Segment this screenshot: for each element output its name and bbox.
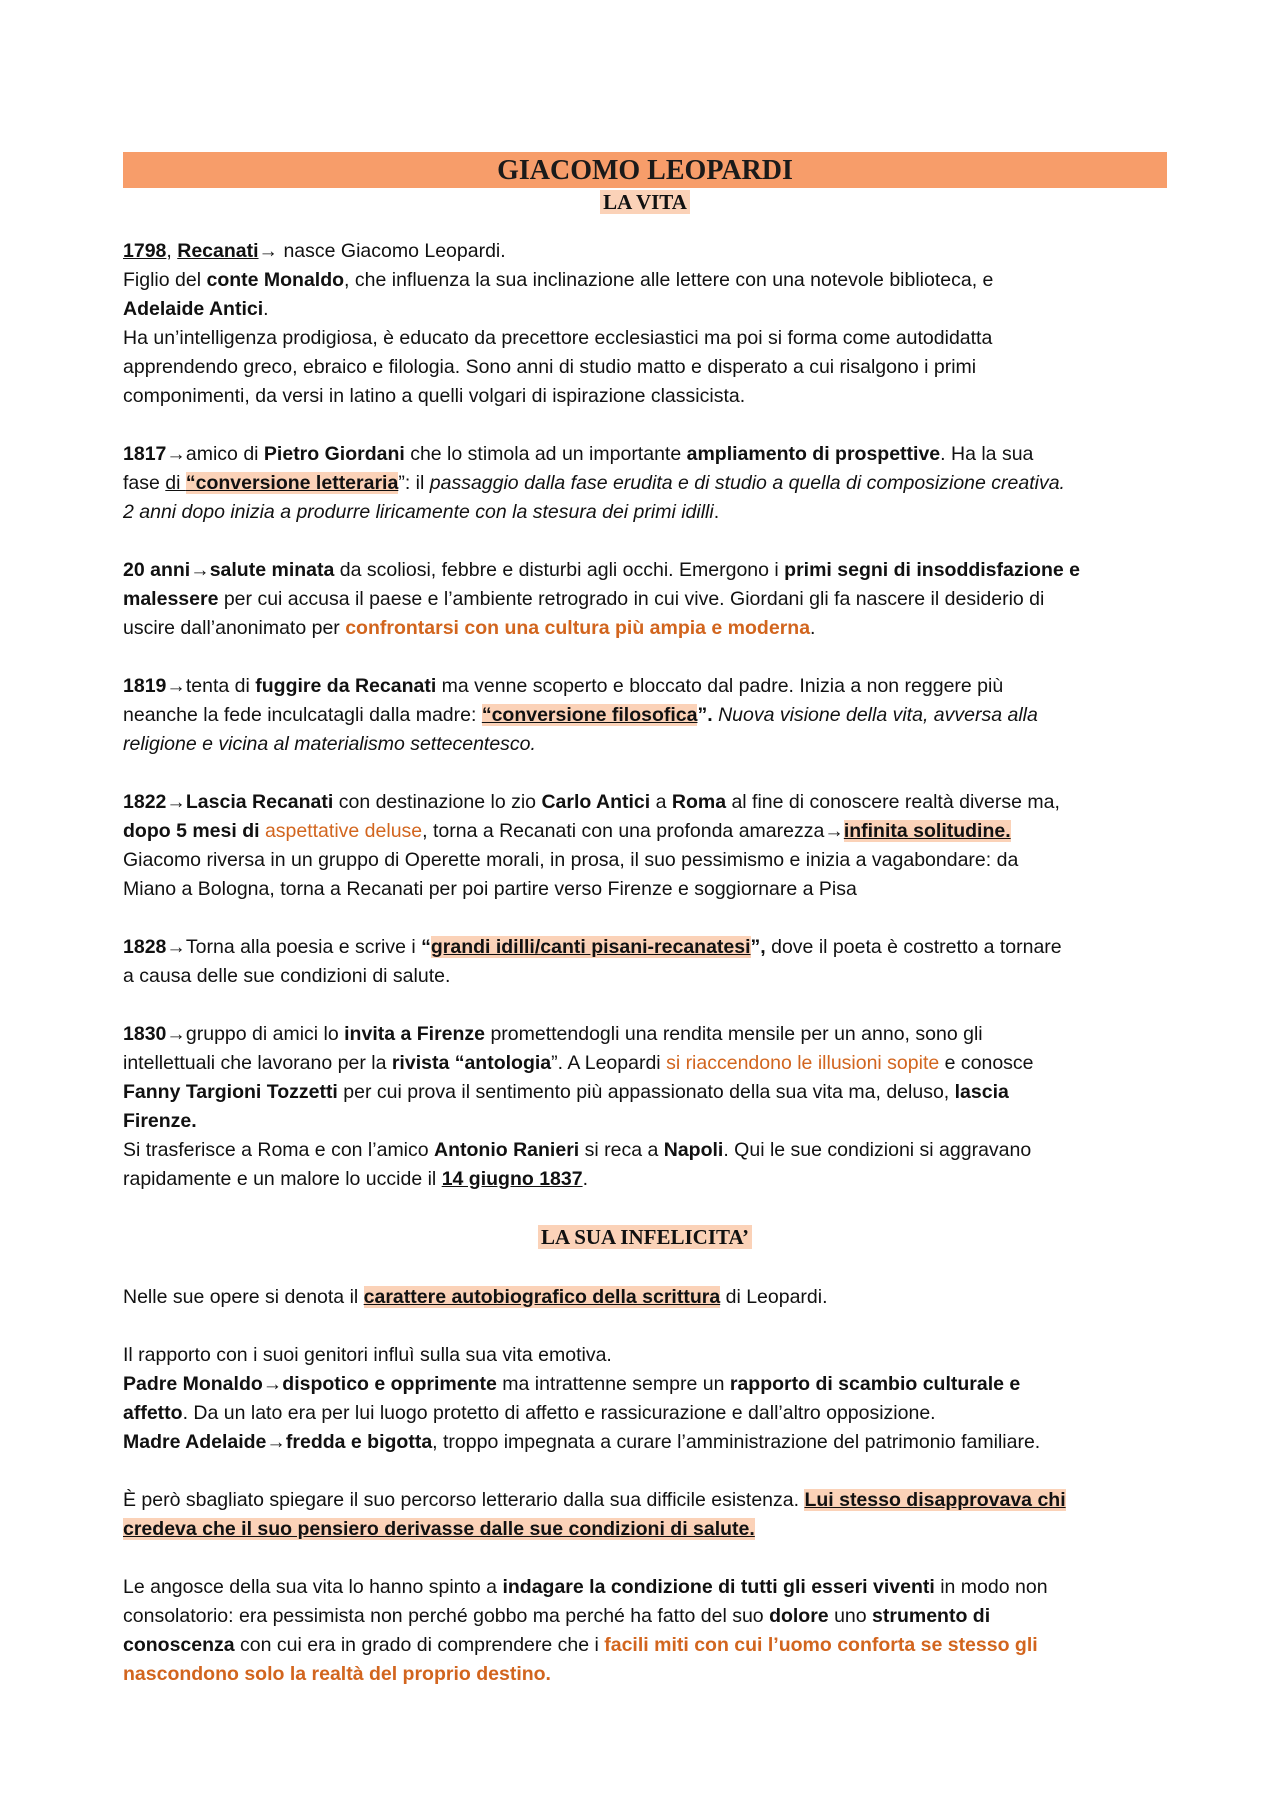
document-title: GIACOMO LEOPARDI	[123, 152, 1167, 188]
arrow-icon: →	[166, 443, 186, 465]
arrow-icon: →	[166, 675, 186, 697]
highlight-grandi-idilli: grandi idilli/canti pisani-recanatesi	[430, 936, 751, 958]
subtitle-wrap	[123, 188, 1167, 218]
highlight-conversione-filosofica: “conversione filosofica	[481, 704, 698, 726]
paragraph-genitori: Il rapporto con i suoi genitori influì sulla sua vita emotiva. Padre Monaldo→dispotico e opprimente ma intrattenne sempre un rapporto di scambio culturale e affetto. Da un lato era per lui luogo protetto di affetto e rassicurazione e dall’altro opposizione. Madre Adelaide→fredda e bigotta, troppo impegnata a curare l’amministrazione del patrimonio familiare.	[123, 1344, 1041, 1453]
section-heading-vita: LA VITA	[600, 190, 690, 214]
place-recanati: Recanati	[177, 240, 259, 262]
section-heading-infelicita: LA SUA INFELICITA’	[538, 1225, 752, 1249]
arrow-icon: →	[166, 936, 186, 958]
arrow-icon: →	[262, 1373, 283, 1395]
document-page	[123, 152, 1167, 1718]
arrow-icon: →	[824, 820, 844, 842]
paragraph-1830: 1830→gruppo di amici lo invita a Firenze promettendogli una rendita mensile per un anno, sono gli intellettuali che lavorano per la rivista “antologia”. A Leopardi si riaccendono le illusioni sopite e conosce Fanny Targioni Tozzetti per cui prova il sentimento più appassionato della sua vita ma, deluso, lascia Firenze. Si trasferisce a Roma e con l’amico Antonio Ranieri si reca a Napoli. Qui le sue condizioni si aggravano rapidamente e un malore lo uccide il 14 giugno 1837.	[123, 1023, 1034, 1190]
section-heading-infelicita-wrap	[123, 1223, 1167, 1254]
arrow-icon: →	[166, 1023, 186, 1045]
arrow-icon: →	[266, 1431, 286, 1453]
paragraph-1798: 1798, Recanati→ nasce Giacomo Leopardi. Figlio del conte Monaldo, che influenza la sua inclinazione alle lettere con una notevole biblioteca, e Adelaide Antici. Ha un’intelligenza prodigiosa, è educato da precettore ecclesiastici ma poi si forma come autodidatta apprendendo greco, ebraico e filologia. Sono anni di studio matto e disperato a cui risalgono i primi componimenti, da versi in latino a quelli volgari di ispirazione classicista.	[123, 240, 994, 407]
arrow-icon: →	[258, 240, 279, 262]
paragraph-angosce: Le angosce della sua vita lo hanno spinto a indagare la condizione di tutti gli esseri viventi in modo non consolatorio: era pessimista non perché gobbo ma perché ha fatto del suo dolore uno strumento di conoscenza con cui era in grado di comprendere che i facili miti con cui l’uomo conforta se stesso gli nascondono solo la realtà del proprio destino.	[123, 1576, 1048, 1685]
date-death: 14 giugno 1837	[441, 1168, 583, 1190]
accent-text: confrontarsi con una cultura più ampia e moderna	[345, 617, 811, 639]
paragraph-autobiografico: Nelle sue opere si denota il carattere autobiografico della scrittura di Leopardi.	[123, 1286, 828, 1308]
arrow-icon: →	[190, 559, 210, 581]
paragraph-20-anni: 20 anni→salute minata da scoliosi, febbre e disturbi agli occhi. Emergono i primi segni di insoddisfazione e malessere per cui accusa il paese e l’ambiente retrogrado in cui vive. Giordani gli fa nascere il desiderio di uscire dall’anonimato per confrontarsi con una cultura più ampia e moderna.	[123, 559, 1080, 639]
highlight-conversione-letteraria: “conversione letteraria	[185, 472, 399, 494]
paragraph-percorso: È però sbagliato spiegare il suo percorso letterario dalla sua difficile esistenza. Lui stesso disapprovava chi credeva che il suo pensiero derivasse dalle sue condizioni di salute.	[123, 1489, 1066, 1540]
paragraph-1819: 1819→tenta di fuggire da Recanati ma venne scoperto e bloccato dal padre. Inizia a non reggere più neanche la fede inculcatagli dalla madre: “conversione filosofica”. Nuova visione della vita, avversa alla religione e vicina al materialismo settecentesco.	[123, 675, 1038, 755]
highlight-carattere-autobiografico: carattere autobiografico della scrittura	[363, 1286, 721, 1308]
highlight-lui-stesso: Lui stesso disapprovava chi	[804, 1489, 1066, 1511]
arrow-icon: →	[166, 791, 186, 813]
paragraph-1817: 1817→amico di Pietro Giordani che lo stimola ad un importante ampliamento di prospettive. Ha la sua fase di “conversione letteraria”: il passaggio dalla fase erudita e di studio a quella di composizione creativa. 2 anni dopo inizia a produrre liricamente con la stesura dei primi idilli.	[123, 443, 1065, 523]
year-1798: 1798	[123, 240, 167, 262]
paragraph-1828: 1828→Torna alla poesia e scrive i “grandi idilli/canti pisani-recanatesi”, dove il poeta è costretto a tornare a causa delle sue condizioni di salute.	[123, 936, 1062, 987]
highlight-infinita-solitudine: infinita solitudine.	[843, 820, 1011, 842]
paragraph-1822: 1822→Lascia Recanati con destinazione lo zio Carlo Antici a Roma al fine di conoscere realtà diverse ma, dopo 5 mesi di aspettative deluse, torna a Recanati con una profonda amarezza→infinita solitudine. Giacomo riversa in un gruppo di Operette morali, in prosa, il suo pessimismo e inizia a vagabondare: da Miano a Bologna, torna a Recanati per poi partire verso Firenze e soggiornare a Pisa	[123, 791, 1060, 900]
